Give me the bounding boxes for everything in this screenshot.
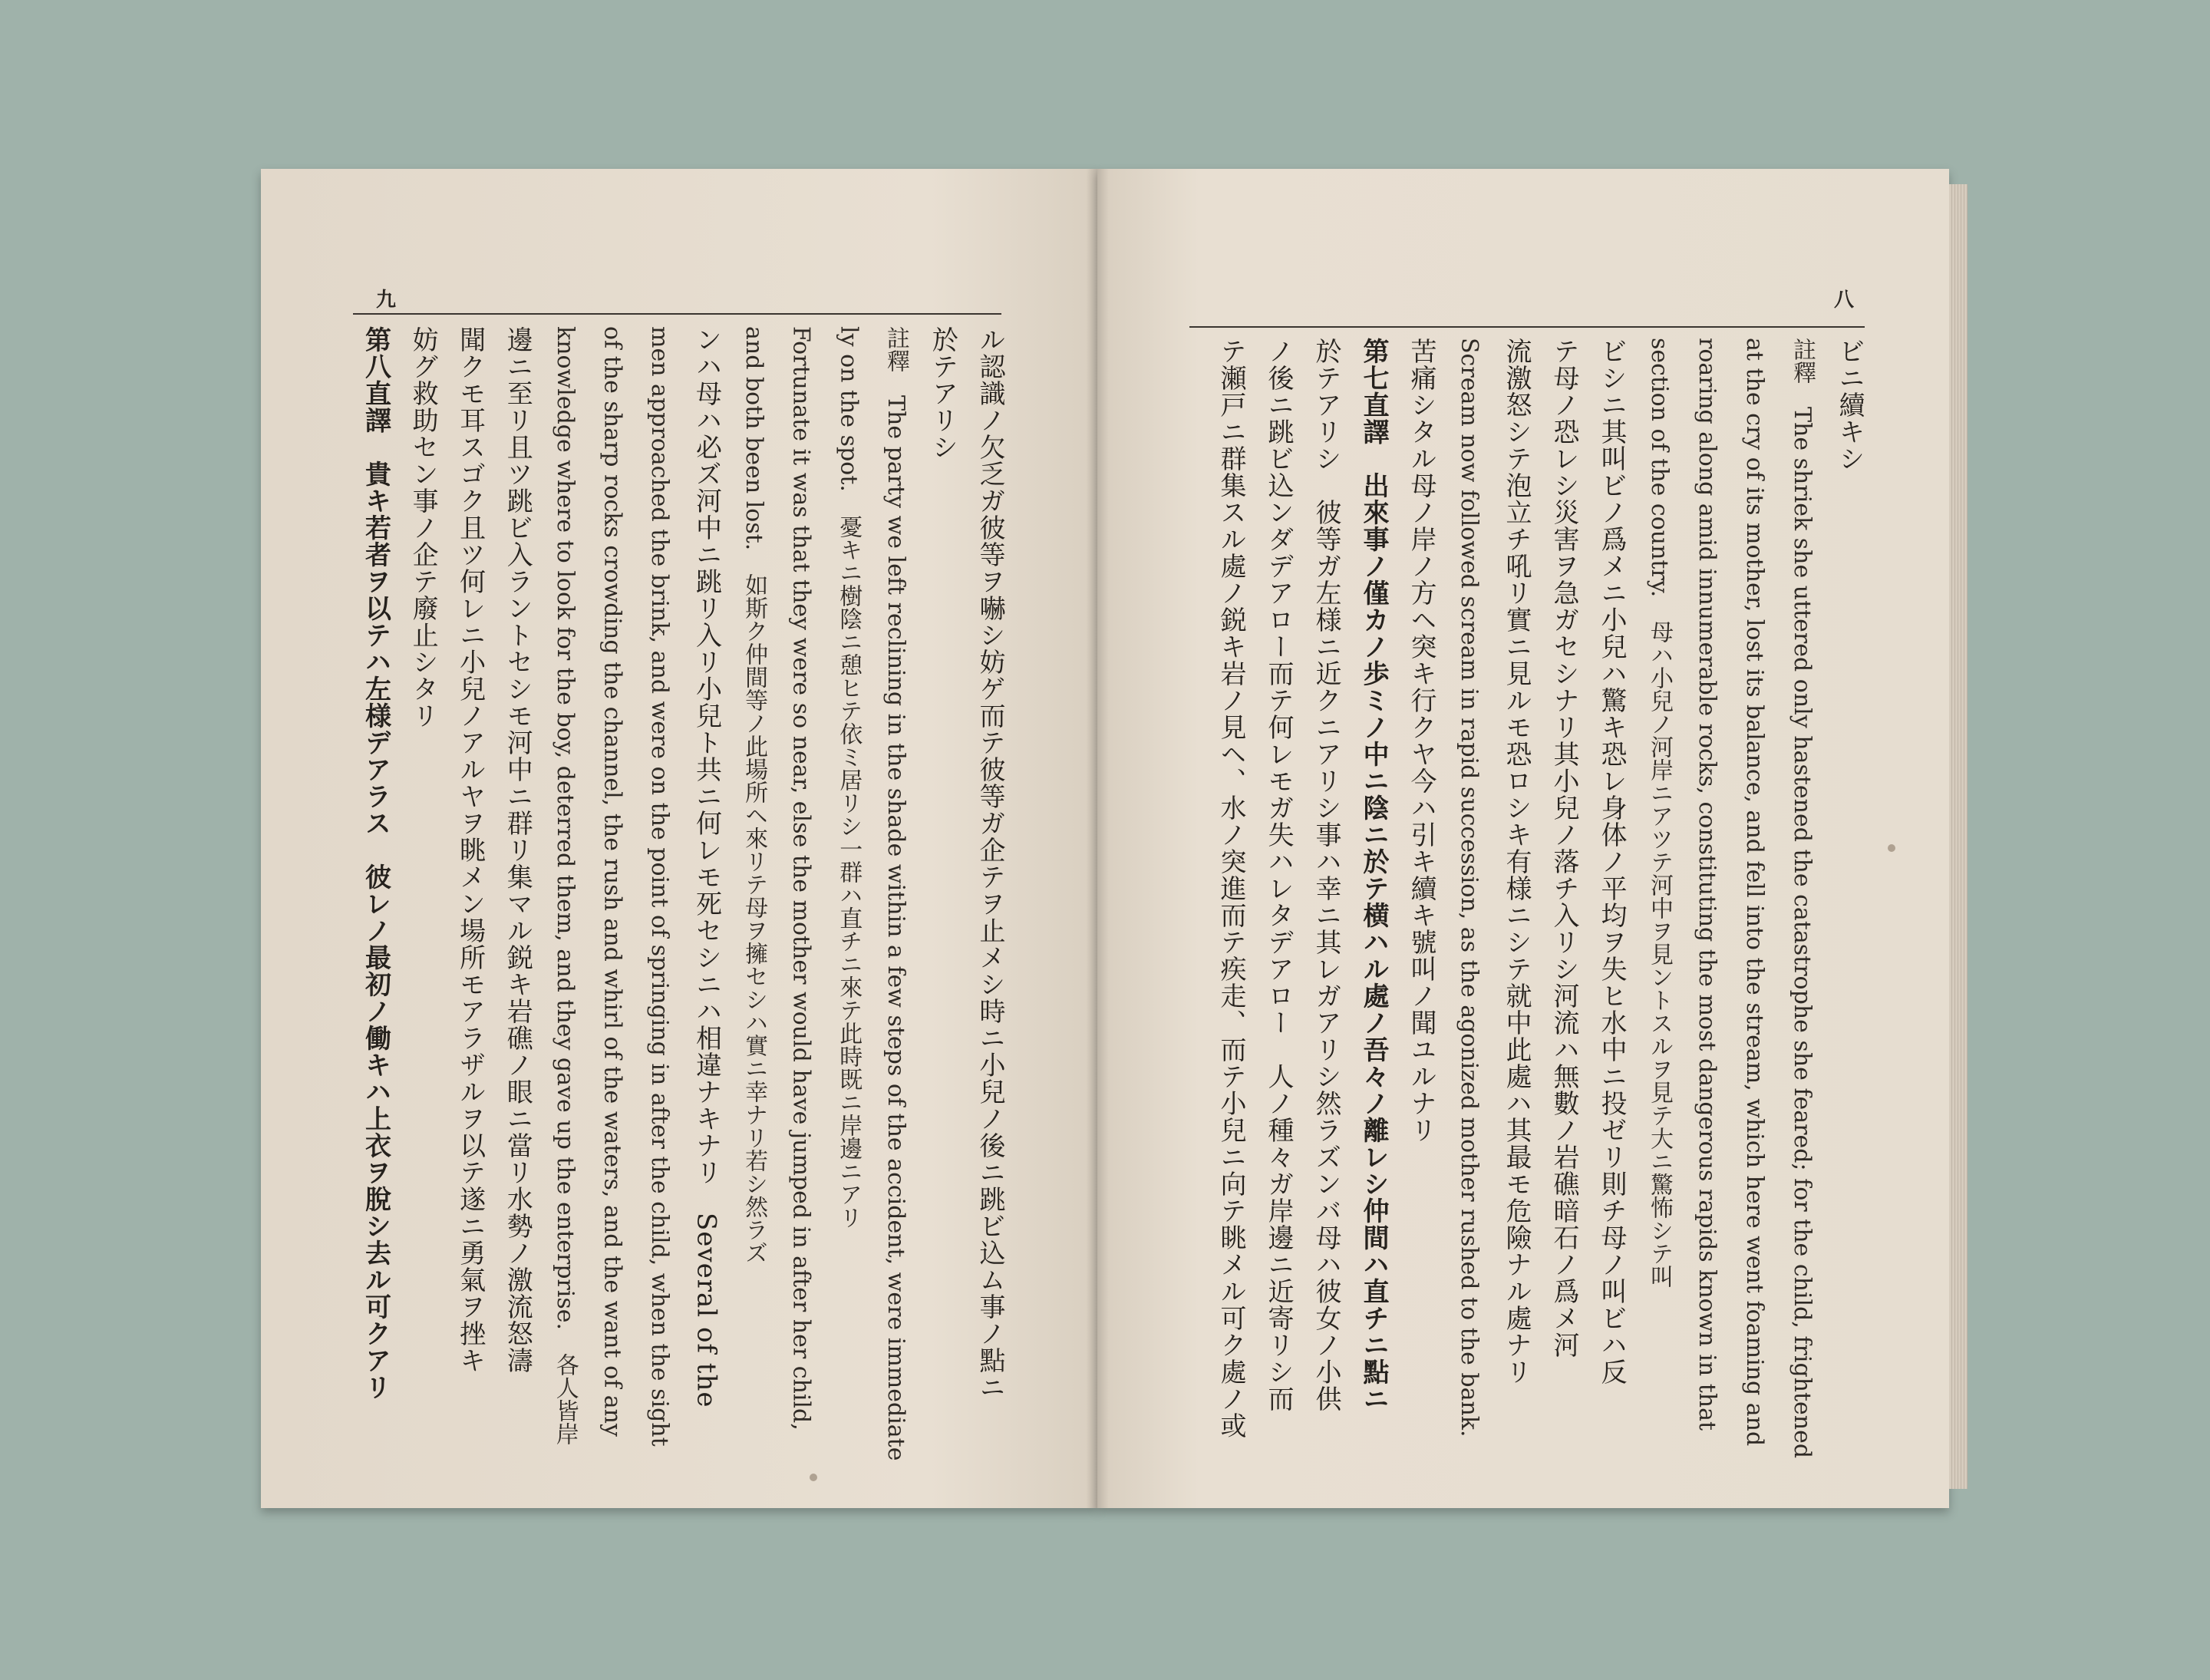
open-book bbox=[261, 169, 1949, 1508]
page-edges bbox=[1949, 184, 1968, 1489]
text-column: ル認識ノ欠乏ガ彼等ヲ嚇シ妨ゲ而テ彼等ガ企テヲ止メシ時ニ小兒ノ後ニ跳ビ込ム事ノ點ニ bbox=[975, 326, 1005, 1401]
text-column: 第七直譯 出來事ノ僅カノ歩ミノ中ニ陰ニ於テ横ハル處ノ吾々ノ離レシ仲間ハ直チニ點ニ bbox=[1358, 338, 1389, 1412]
text-column: men approached the brink, and were on the point of springing in after the child, when the sight bbox=[645, 326, 673, 1447]
text-column: 流激怒シテ泡立チ吼リ實ニ見ルモ恐ロシキ有様ニシテ就中此處ハ其最モ危險ナル處ナリ bbox=[1501, 338, 1532, 1385]
text-column: ly on the spot. 憂キニ樹陰ニ憩ヒテ依ミ居リシ一群ハ直チニ來テ此時既ニ岸邊ニアリ bbox=[835, 326, 863, 1229]
text-column: at the cry of its mother, lost its balance, and fell into the stream, which here went foaming and bbox=[1741, 338, 1768, 1447]
book-gutter bbox=[1086, 169, 1109, 1508]
text-column: 第八直譯 貴キ若者ヲ以テハ左様デアラス 彼レノ最初ノ働キハ上衣ヲ脫シ去ル可クアリ bbox=[360, 326, 391, 1401]
text-column: 註釋 The shriek she uttered only hastened the catastrophe she feared; for the child, frightened bbox=[1789, 338, 1816, 1459]
foxing-spot bbox=[810, 1474, 817, 1481]
text-column: roaring along amid innumerable rocks, constituting the most dangerous rapids known in that bbox=[1694, 338, 1720, 1431]
text-column: 聞クモ耳スゴク且ツ何レニ小兒ノアルヤヲ眺メン場所モアラザルヲ以テ遂ニ勇氣ヲ挫キ bbox=[454, 326, 486, 1374]
text-column: ノ後ニ跳ビ込ンダデアロー而テ何レモガ失ハレタデアロー 人ノ種々ガ岸邊ニ近寄リシ而 bbox=[1263, 338, 1294, 1412]
text-column: Fortunate it was that they were so near, else the mother would have jumped in after her child, bbox=[787, 326, 815, 1431]
right-text-block bbox=[1201, 338, 1869, 1474]
text-column: knowledge where to look for the boy, deterred them, and they gave up the enterprise. 各人皆岸 bbox=[551, 326, 579, 1446]
page-number-left: 九 bbox=[376, 289, 397, 312]
text-column: section of the country. 母ハ小兒ノ河岸ニアツテ河中ヲ見ントスルヲ見テ大ニ驚怖シテ叫 bbox=[1646, 338, 1673, 1289]
left-text-block bbox=[357, 326, 1009, 1462]
left-page bbox=[261, 169, 1097, 1508]
text-column: ビニ續キシ bbox=[1834, 338, 1865, 472]
text-column: テ瀬戸ニ群集スル處ノ鋭キ岩ノ見ヘ、水ノ突進而テ疾走、而テ小兒ニ向テ眺メル可ク處ノ或 bbox=[1216, 338, 1246, 1439]
text-column: 註釋 The party we left reclining in the shade within a few steps of the accident, were immediate bbox=[882, 326, 909, 1461]
text-column: 邊ニ至リ且ツ跳ビ入ラントセシモ河中ニ群リ集マル鋭キ岩礁ノ眼ニ當リ水勢ノ激流怒濤 bbox=[502, 326, 533, 1374]
right-page bbox=[1097, 169, 1949, 1508]
text-column: Scream now followed scream in rapid succession, as the agonized mother rushed to the bank. bbox=[1456, 338, 1483, 1437]
text-column: ンハ母ハ必ズ河中ニ跳リ入リ小兒ト共ニ何レモ死セシニハ相違ナキナリ Several of the bbox=[691, 326, 722, 1408]
text-column: 於テアリシ 彼等ガ左様ニ近クニアリシ事ハ幸ニ其レガアリシ然ラズンバ母ハ彼女ノ小供 bbox=[1311, 338, 1341, 1412]
text-column: テ母ノ恐レシ災害ヲ急ガセシナリ其小兒ノ落チ入リシ河流ハ無數ノ岩礁暗石ノ爲メ河 bbox=[1549, 338, 1579, 1358]
text-column: ビシニ其叫ビノ爲メニ小兒ハ驚キ恐レ身体ノ平均ヲ失ヒ水中ニ投ゼリ則チ母ノ叫ビハ反 bbox=[1596, 338, 1627, 1385]
text-column: and both been lost. 如斯ク仲間等ノ此場所ヘ來リテ母ヲ擁セシハ實ニ幸ナリ若シ然ラズ bbox=[741, 326, 768, 1265]
text-column: of the sharp rocks crowding the channel, the rush and whirl of the waters, and the want of any bbox=[599, 326, 626, 1437]
text-column: 苦痛シタル母ノ岸ノ方ヘ突キ行クヤ今ハ引キ續キ號叫ノ聞ユルナリ bbox=[1406, 338, 1436, 1144]
foxing-spot bbox=[1888, 844, 1895, 852]
header-rule-left bbox=[353, 313, 1001, 315]
header-rule-right bbox=[1189, 326, 1865, 328]
text-column: 於テアリシ bbox=[927, 326, 958, 460]
text-column: 妨グ救助セン事ノ企テ廢止シタリ bbox=[407, 326, 439, 729]
page-number-right: 八 bbox=[1834, 289, 1855, 312]
